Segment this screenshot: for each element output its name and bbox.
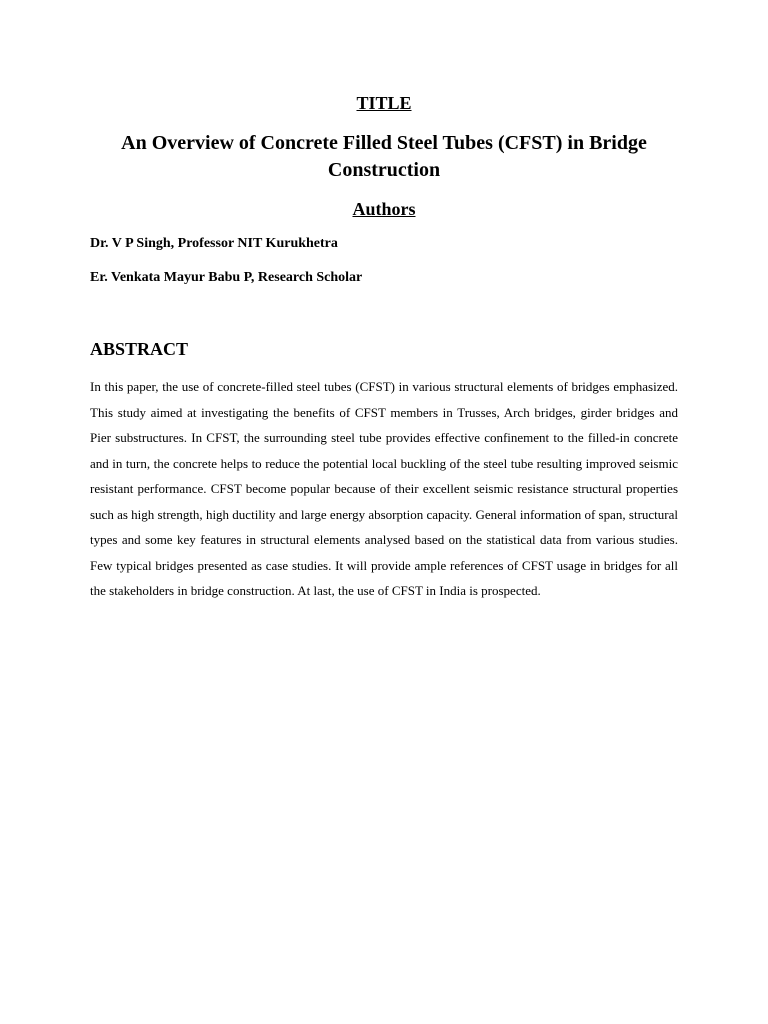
paper-title: An Overview of Concrete Filled Steel Tubes (CFST) in Bridge Construction xyxy=(121,132,647,181)
abstract-body: In this paper, the use of concrete-filled steel tubes (CFST) in various structural elements of bridges emphasized. This study aimed at investigating the benefits of CFST members in Trusses, Arch bridges, girder bridges and Pier substructures. In CFST, the surrounding steel tube provides effective confinement to the filled-in concrete and in turn, the concrete helps to reduce the potential local buckling of the steel tube resulting improved seismic resistant performance. CFST become popular because of their excellent seismic resistance structural properties such as high strength, high ductility and large energy absorption capacity. General information of span, structural types and some key features in structural elements analysed based on the statistical data from various studies. Few typical bridges presented as case studies. It will provide ample references of CFST usage in bridges for all the stakeholders in bridge construction. At last, the use of CFST in India is prospected. xyxy=(90,379,678,598)
title-label: TITLE xyxy=(356,93,412,113)
author-line: Er. Venkata Mayur Babu P, Research Scholar xyxy=(90,270,363,285)
authors-heading: Authors xyxy=(352,199,416,219)
author-line: Dr. V P Singh, Professor NIT Kurukhetra xyxy=(90,236,338,251)
abstract-heading: ABSTRACT xyxy=(90,339,189,359)
